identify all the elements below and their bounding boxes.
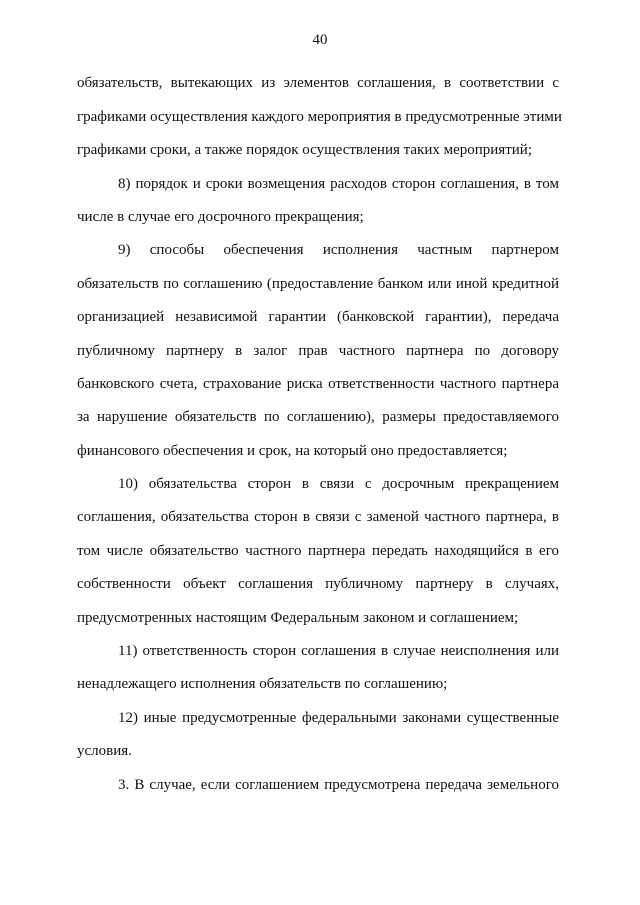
text-line: ненадлежащего исполнения обязательств по соглашению; bbox=[77, 676, 448, 692]
text-line: предусмотренных настоящим Федеральным законом и соглашением; bbox=[77, 610, 519, 626]
text-line: условия. bbox=[77, 743, 132, 759]
text-line: 10) обязательства сторон в связи с досрочным прекращением bbox=[118, 476, 559, 492]
text-line: соглашения, обязательства сторон в связи с заменой частного партнера, в bbox=[77, 509, 559, 525]
text-line: обязательств по соглашению (предоставление банком или иной кредитной bbox=[77, 276, 559, 292]
text-line: организацией независимой гарантии (банковской гарантии), передача bbox=[77, 309, 559, 325]
text-line: 12) иные предусмотренные федеральными законами существенные bbox=[118, 710, 559, 726]
text-line: 11) ответственность сторон соглашения в случае неисполнения или bbox=[118, 643, 559, 659]
text-line: том числе обязательство частного партнера передать находящийся в его bbox=[77, 543, 559, 559]
text-line: 8) порядок и сроки возмещения расходов сторон соглашения, в том bbox=[118, 176, 559, 192]
text-line: 3. В случае, если соглашением предусмотрена передача земельного bbox=[118, 777, 559, 793]
text-line: числе в случае его досрочного прекращения; bbox=[77, 209, 364, 225]
text-line: обязательств, вытекающих из элементов соглашения, в соответствии с bbox=[77, 75, 559, 91]
text-line: графиками сроки, а также порядок осуществления таких мероприятий; bbox=[77, 142, 532, 158]
text-line: банковского счета, страхование риска ответственности частного партнера bbox=[77, 376, 559, 392]
text-line: 9) способы обеспечения исполнения частным партнером bbox=[118, 242, 559, 258]
text-line: финансового обеспечения и срок, на который оно предоставляется; bbox=[77, 443, 508, 459]
text-line: публичному партнеру в залог прав частного партнера по договору bbox=[77, 343, 559, 359]
text-line: графиками осуществления каждого мероприятия в предусмотренные этими bbox=[77, 109, 562, 125]
page-number: 40 bbox=[312, 32, 328, 48]
text-line: собственности объект соглашения публичному партнеру в случаях, bbox=[77, 576, 559, 592]
text-line: за нарушение обязательств по соглашению), размеры предоставляемого bbox=[77, 409, 559, 425]
